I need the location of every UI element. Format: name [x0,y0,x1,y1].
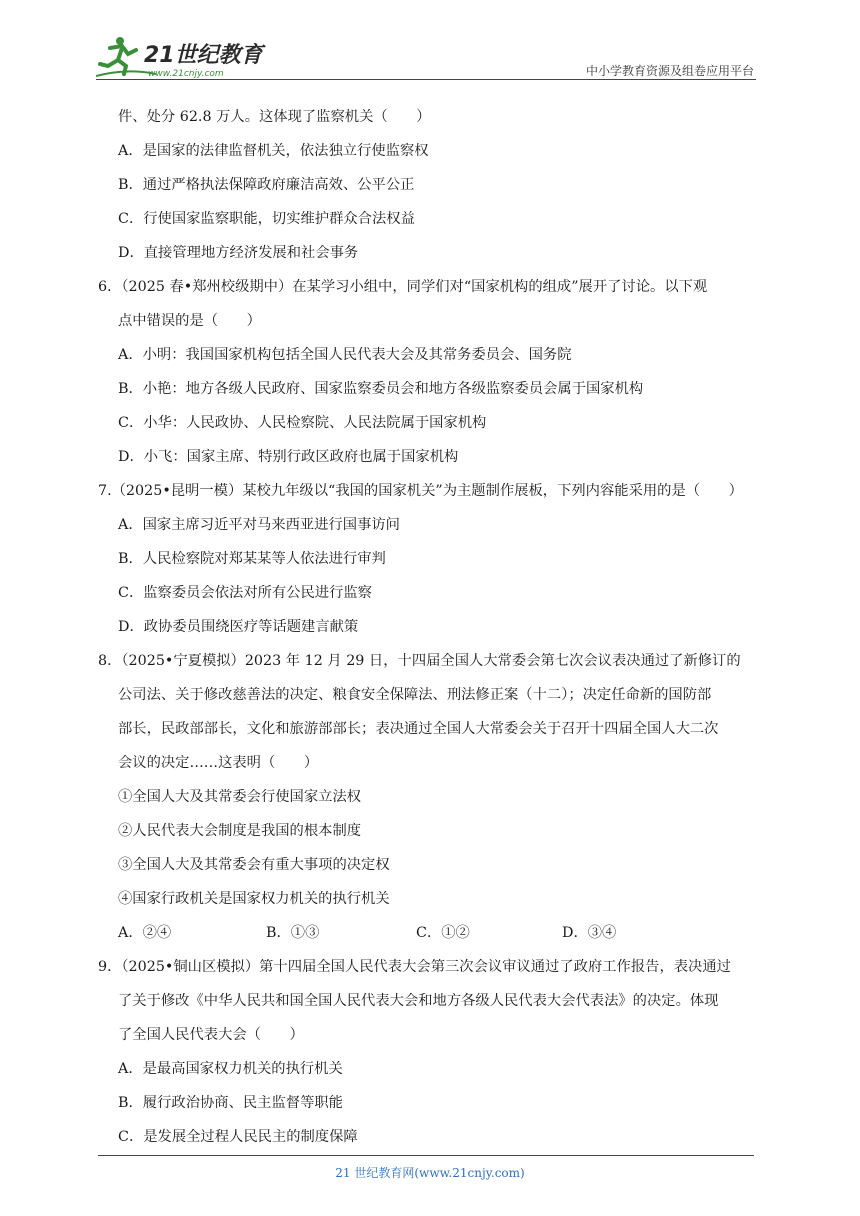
q8-option-b: B．①③ [266,925,320,941]
q8-statement-1: ①全国人大及其常委会行使国家立法权 [118,789,362,805]
q8-stem-line1: 8．（2025•宁夏模拟）2023 年 12 月 29 日，十四届全国人大常委会第七次会议表决通过了新修订的 [98,653,741,669]
q7-option-c: C．监察委员会依法对所有公民进行监察 [118,585,372,601]
q8-option-a: A．②④ [118,925,172,941]
q6-option-c: C．小华：人民政协、人民检察院、人民法院属于国家机构 [118,415,487,431]
q9-stem-line1: 9．（2025•铜山区模拟）第十四届全国人民代表大会第三次会议审议通过了政府工作报告，表决通过 [98,959,731,975]
q5-option-d: D．直接管理地方经济发展和社会事务 [118,245,359,261]
q6-stem-line1: 6．（2025 春•郑州校级期中）在某学习小组中，同学们对“国家机构的组成”展开了讨论。以下观 [98,279,708,295]
q9-option-b: B．履行政治协商、民主监督等职能 [118,1095,343,1111]
q8-stem-line2: 公司法、关于修改慈善法的决定、粮食安全保障法、刑法修正案（十二）；决定任命新的国防部 [118,687,712,703]
site-logo [96,34,266,80]
svg-text:www.21cnjy.com: www.21cnjy.com [148,69,224,79]
q6-stem-line2: 点中错误的是（ ） [118,313,261,329]
q8-statement-3: ③全国人大及其常委会有重大事项的决定权 [118,857,390,873]
q9-stem-line3: 了全国人民代表大会（ ） [118,1027,304,1043]
q8-option-d: D．③④ [562,925,617,941]
q5-stem: 件、处分 62.8 万人。这体现了监察机关（ ） [118,109,431,125]
q6-option-a: A．小明：我国国家机构包括全国人民代表大会及其常务委员会、国务院 [118,347,572,363]
q5-option-b: B．通过严格执法保障政府廉洁高效、公平公正 [118,177,415,193]
q6-option-d: D．小飞：国家主席、特别行政区政府也属于国家机构 [118,449,459,465]
footer-divider [98,1155,754,1156]
q9-option-a: A．是最高国家权力机关的执行机关 [118,1061,343,1077]
q6-option-b: B．小艳：地方各级人民政府、国家监察委员会和地方各级监察委员会属于国家机构 [118,381,644,397]
q7-option-d: D．政协委员围绕医疗等话题建言献策 [118,619,359,635]
header-platform-text: 中小学教育资源及组卷应用平台 [585,64,754,78]
q7-option-b: B．人民检察院对郑某某等人依法进行审判 [118,551,386,567]
svg-text:21世纪教育: 21世纪教育 [144,43,263,68]
q9-option-c: C．是发展全过程人民民主的制度保障 [118,1129,358,1145]
q5-option-a: A．是国家的法律监督机关，依法独立行使监察权 [118,143,429,159]
footer-site-link[interactable]: 21 世纪教育网(www.21cnjy.com) [335,1166,525,1180]
q5-option-c: C．行使国家监察职能，切实维护群众合法权益 [118,211,415,227]
q8-statement-2: ②人民代表大会制度是我国的根本制度 [118,823,362,839]
header-divider [96,79,756,80]
page-header [96,30,756,80]
q8-statement-4: ④国家行政机关是国家权力机关的执行机关 [118,891,390,907]
q7-stem: 7.（2025•昆明一模）某校九年级以“我国的国家机关”为主题制作展板，下列内容能采用的是（ ） [98,483,743,499]
q8-stem-line4: 会议的决定……这表明（ ） [118,755,319,771]
q8-option-c: C．①② [416,925,470,941]
q7-option-a: A．国家主席习近平对马来西亚进行国事访问 [118,517,400,533]
q9-stem-line2: 了关于修改《中华人民共和国全国人民代表大会和地方各级人民代表大会代表法》的决定。体现 [118,993,719,1009]
q8-stem-line3: 部长，民政部部长，文化和旅游部部长；表决通过全国人大常委会关于召开十四届全国人大二次 [118,721,719,737]
